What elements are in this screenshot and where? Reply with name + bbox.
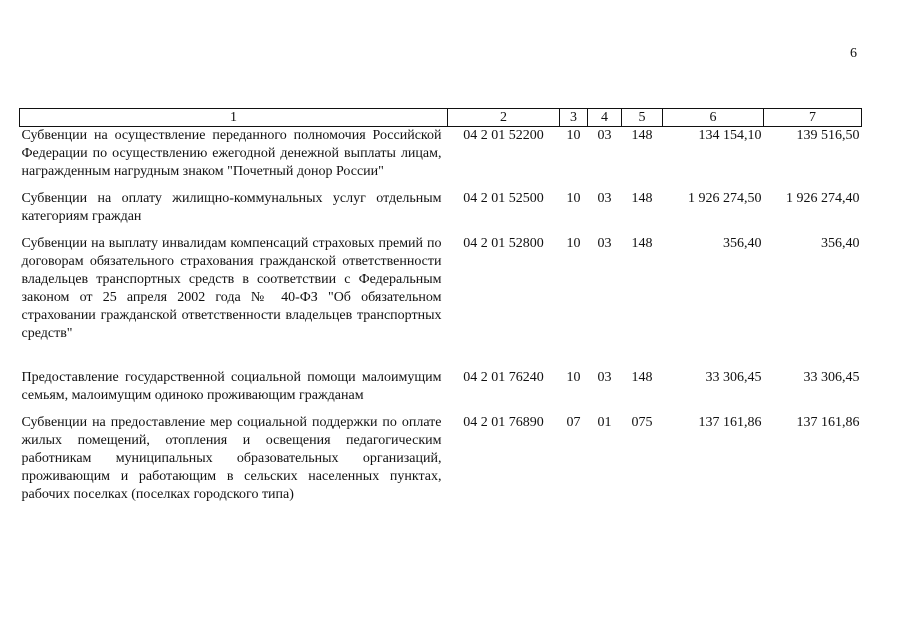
row-code: 04 2 01 52200 (463, 128, 544, 143)
row-description: Предоставление государственной социальной помощи малоимущим семьям, малоимущим одиноко проживающим гражданам (21, 370, 442, 403)
row-code: 04 2 01 76890 (463, 415, 544, 430)
row-col6: 134 154,10 (698, 128, 762, 143)
table-row (20, 369, 862, 414)
row-col6: 137 161,86 (698, 415, 762, 430)
row-col6: 33 306,45 (705, 370, 762, 385)
row-description: Субвенции на осуществление переданного полномочия Российской Федерации по осуществлению ежегодной денежной выплаты лицам, награжденным нагрудным знаком "Почетный донор России" (21, 128, 442, 179)
row-col3: 10 (566, 370, 581, 385)
row-col4: 03 (597, 236, 612, 251)
row-code: 04 2 01 76240 (463, 370, 544, 385)
row-col5: 148 (631, 236, 653, 251)
header-col-2: 2 (448, 109, 560, 127)
row-description: Субвенции на предоставление мер социальной поддержки по оплате жилых помещений, отопления и освещения педагогическим работникам муниципальных образовательных организаций, проживающим и работающим в сельских населенных пунктах, рабочих поселках (поселках городского типа) (21, 415, 442, 502)
header-col-4: 4 (588, 109, 622, 127)
header-col-7: 7 (764, 109, 862, 127)
header-col-5: 5 (622, 109, 663, 127)
row-col7: 1 926 274,40 (786, 191, 860, 206)
table-row (20, 127, 862, 191)
row-col4: 03 (597, 191, 612, 206)
row-col3: 07 (566, 415, 581, 430)
row-col3: 10 (566, 236, 581, 251)
row-col3: 10 (566, 191, 581, 206)
table-header-row (20, 109, 862, 127)
row-col3: 10 (566, 128, 581, 143)
table-row (20, 235, 862, 369)
row-col4: 03 (597, 370, 612, 385)
row-col5: 075 (631, 415, 653, 430)
row-col5: 148 (631, 128, 653, 143)
header-col-1: 1 (20, 109, 448, 127)
row-description: Субвенции на оплату жилищно-коммунальных услуг отдельным категориям граждан (21, 191, 442, 224)
row-col5: 148 (631, 191, 653, 206)
row-col7: 356,40 (821, 236, 860, 251)
row-code: 04 2 01 52500 (463, 191, 544, 206)
row-col4: 03 (597, 128, 612, 143)
row-col6: 1 926 274,50 (688, 191, 762, 206)
row-col4: 01 (597, 415, 612, 430)
budget-table (19, 108, 862, 513)
header-col-3: 3 (560, 109, 588, 127)
header-col-6: 6 (663, 109, 764, 127)
row-col5: 148 (631, 370, 653, 385)
table-row (20, 190, 862, 235)
row-col7: 33 306,45 (803, 370, 860, 385)
row-col7: 139 516,50 (796, 128, 860, 143)
row-code: 04 2 01 52800 (463, 236, 544, 251)
table-row (20, 414, 862, 513)
page-number: 6 (850, 46, 857, 61)
row-col6: 356,40 (723, 236, 762, 251)
row-col7: 137 161,86 (796, 415, 860, 430)
row-description: Субвенции на выплату инвалидам компенсаций страховых премий по договорам обязательного страхования гражданской ответственности владельцев транспортных средств в соответствии с Федеральным законом от 25 апреля 2002 года № 40-ФЗ "Об обязательном страховании гражданской ответственности владельцев транспортных средств" (21, 236, 442, 341)
